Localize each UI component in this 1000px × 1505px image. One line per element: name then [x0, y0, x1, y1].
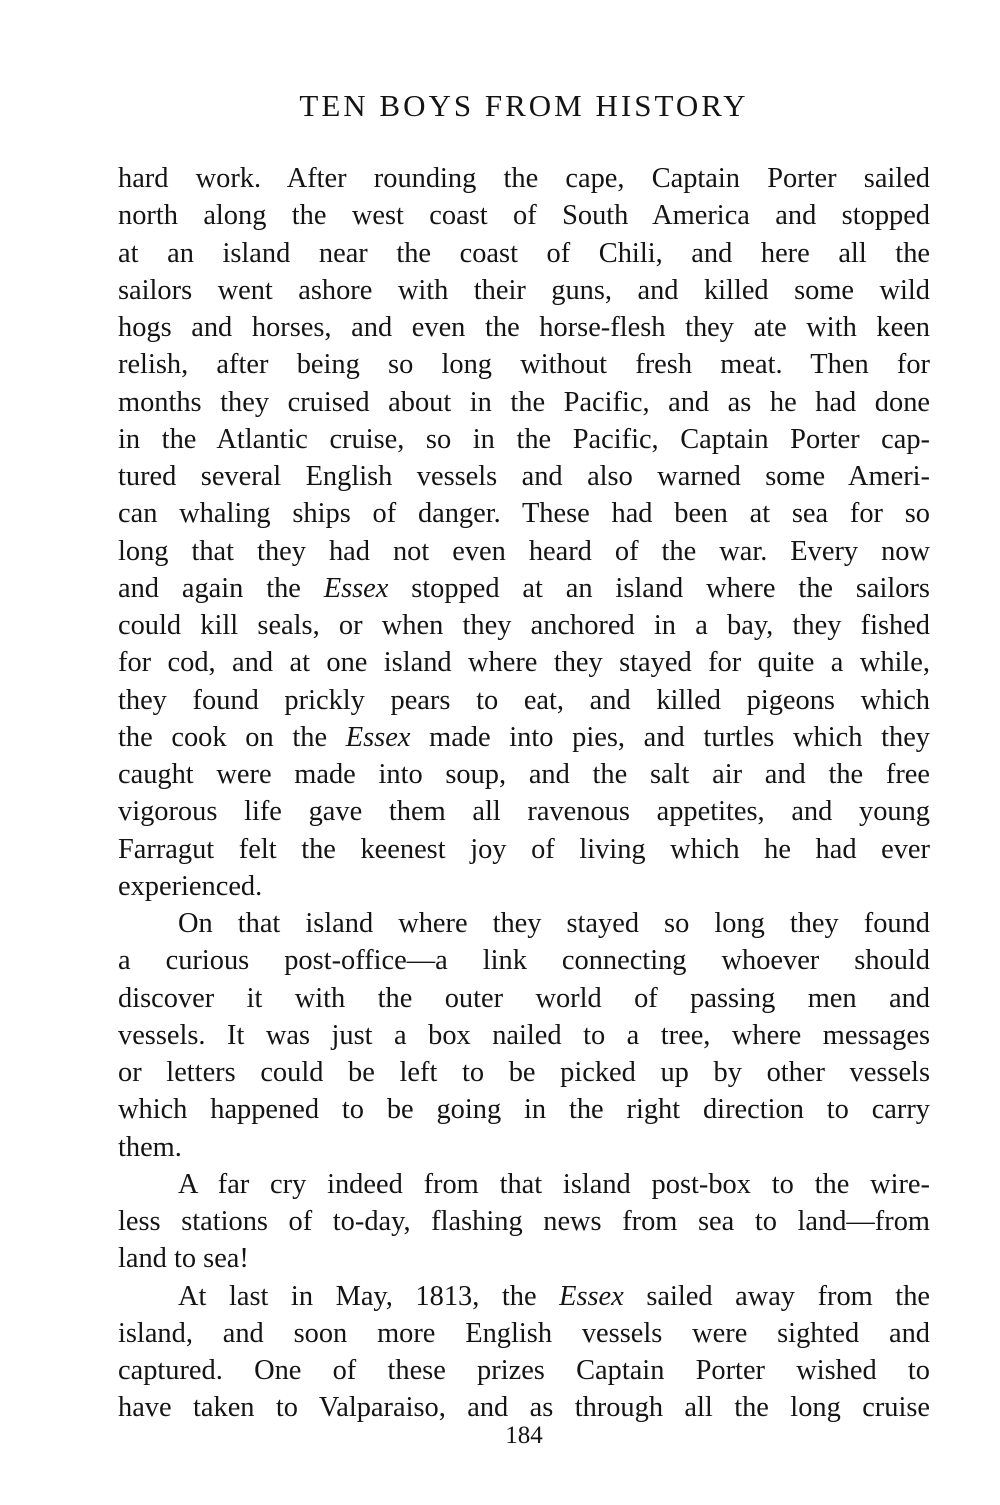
text-line: can whaling ships of danger. These had been at sea for so: [118, 498, 930, 530]
text-line: caught were made into soup, and the salt air and the free: [118, 759, 930, 790]
text-line: experienced.: [118, 870, 263, 902]
text-segment: the cook on the: [118, 721, 346, 753]
text-line: relish, after being so long without fresh meat. Then for: [118, 349, 930, 381]
italic-ship-name: Essex: [345, 721, 411, 753]
text-segment: and again the: [118, 572, 324, 604]
text-segment: made into pies, and turtles which they: [410, 721, 930, 753]
italic-ship-name: Essex: [323, 572, 389, 604]
text-line: land to sea!: [118, 1243, 249, 1275]
text-line: have taken to Valparaiso, and as through all the long cruise: [118, 1392, 930, 1424]
text-line: [118, 570, 930, 607]
text-line: could kill seals, or when they anchored in a bay, they fished: [118, 610, 930, 641]
text-line: [118, 719, 930, 756]
text-segment: sailed away from the: [623, 1280, 930, 1312]
text-segment: At last in May, 1813, the: [178, 1280, 560, 1312]
text-line: north along the west coast of South America and stopped: [118, 200, 930, 232]
text-line: them.: [118, 1131, 182, 1163]
text-line: captured. One of these prizes Captain Porter wished to: [118, 1355, 930, 1386]
text-line: sailors went ashore with their guns, and killed some wild: [118, 274, 930, 306]
text-line: months they cruised about in the Pacific, and as he had done: [118, 386, 930, 418]
text-line: vessels. It was just a box nailed to a tree, where messages: [118, 1019, 930, 1051]
text-segment: stopped at an island where the sailors: [388, 572, 930, 604]
text-line: discover it with the outer world of passing men and: [118, 982, 930, 1014]
text-line: hogs and horses, and even the horse-flesh they ate with keen: [118, 312, 930, 343]
book-page: [118, 0, 930, 1505]
text-line: or letters could be left to be picked up by other vessels: [118, 1057, 930, 1088]
text-line: tured several English vessels and also warned some Ameri-: [118, 461, 930, 492]
body-text: [118, 160, 930, 1427]
text-line: they found prickly pears to eat, and killed pigeons which: [118, 684, 930, 716]
text-line: hard work. After rounding the cape, Captain Porter sailed: [118, 163, 930, 194]
text-line: long that they had not even heard of the war. Every now: [118, 535, 930, 567]
text-line: Farragut felt the keenest joy of living which he had ever: [118, 833, 930, 865]
italic-ship-name: Essex: [559, 1280, 624, 1312]
running-head: TEN BOYS FROM HISTORY: [299, 88, 749, 123]
text-line: A far cry indeed from that island post-box to the wire-: [178, 1168, 930, 1200]
text-line: vigorous life gave them all ravenous appetites, and young: [118, 796, 930, 828]
text-line: a curious post-office—a link connecting whoever should: [118, 945, 930, 977]
text-line: On that island where they stayed so long they found: [178, 908, 930, 939]
text-line: [118, 1278, 930, 1315]
page-number: 184: [505, 1422, 543, 1449]
text-line: less stations of to-day, flashing news from sea to land—from: [118, 1206, 930, 1237]
text-line: which happened to be going in the right direction to carry: [118, 1094, 930, 1126]
text-line: island, and soon more English vessels were sighted and: [118, 1317, 930, 1349]
text-line: for cod, and at one island where they stayed for quite a while,: [118, 647, 930, 679]
text-line: in the Atlantic cruise, so in the Pacific, Captain Porter cap-: [118, 423, 930, 455]
text-line: at an island near the coast of Chili, and here all the: [118, 237, 930, 269]
